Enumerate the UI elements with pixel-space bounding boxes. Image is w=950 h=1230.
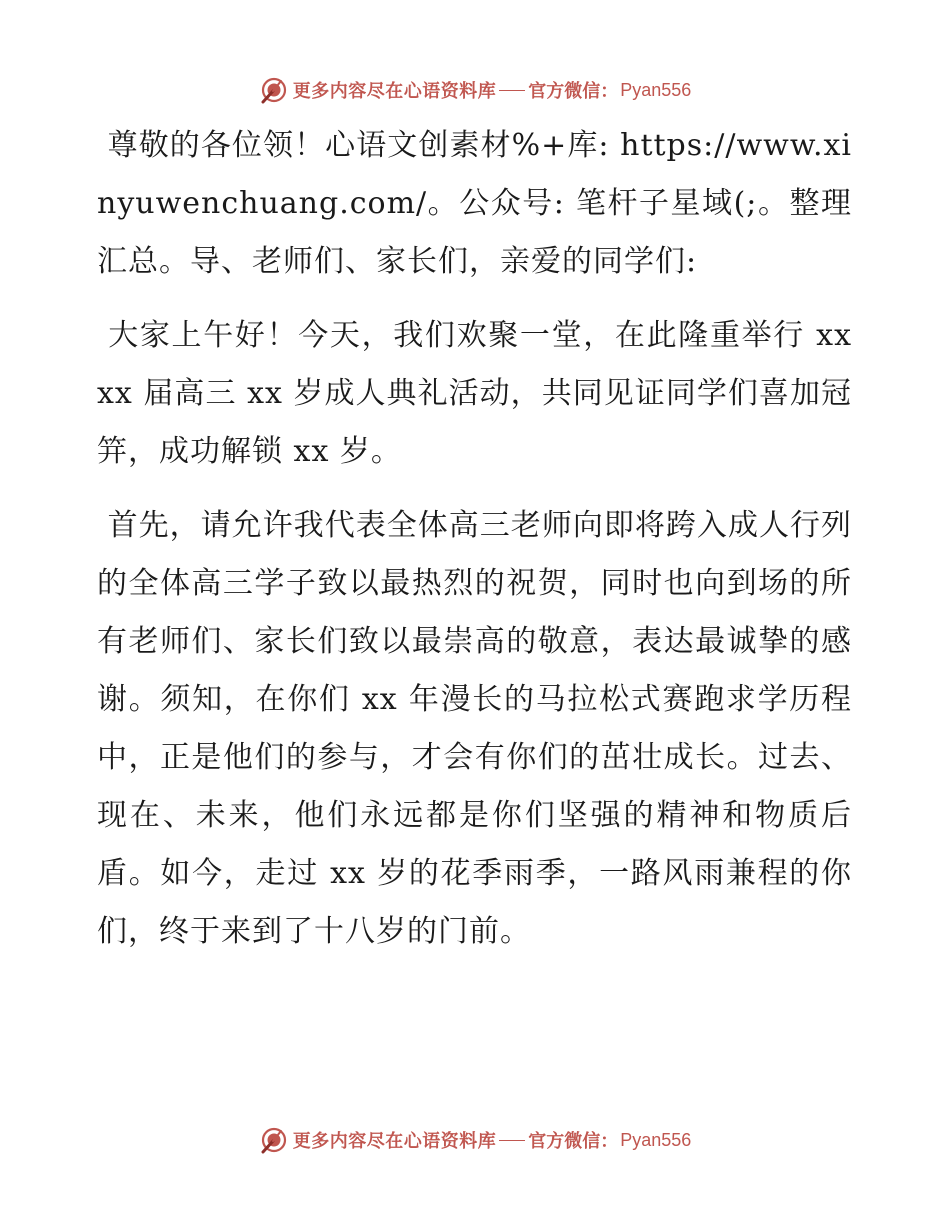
red-pen-circle-logo-icon <box>259 75 289 105</box>
footer-banner-text: 更多内容尽在心语资料库 <box>292 1131 497 1152</box>
red-pen-circle-logo-icon <box>259 1125 289 1155</box>
header-banner-text: 更多内容尽在心语资料库 <box>292 81 497 102</box>
footer-banner <box>0 1120 950 1160</box>
header-banner-dash <box>499 90 525 91</box>
document-body <box>97 117 852 961</box>
header-wechat-id: Pyan556 <box>620 79 692 100</box>
paragraph-greeting: 尊敬的各位领！心语文创素材%+库: https://www.xinyuwenchuang.com/。公众号: 笔杆子星域(;。整理汇总。导、老师们、家长们，亲爱的同学们: <box>97 128 852 279</box>
header-banner <box>0 70 950 110</box>
paragraph-opening: 大家上午好！今天，我们欢聚一堂，在此隆重举行 xxxx 届高三 xx 岁成人典礼活动，共同见证同学们喜加冠笄，成功解锁 xx 岁。 <box>97 318 853 469</box>
header-wechat-label: 官方微信： <box>528 81 619 102</box>
footer-wechat-id: Pyan556 <box>620 1129 692 1150</box>
paragraph-thanks: 首先，请允许我代表全体高三老师向即将跨入成人行列的全体高三学子致以最热烈的祝贺，同时也向到场的所有老师们、家长们致以最崇高的敬意，表达最诚挚的感谢。须知，在你们 xx 年漫长的马拉松式赛跑求学历程中，正是他们的参与，才会有你们的茁壮成长。过去、现在、未来，他们永远都是你们坚强的精神和物质后盾。如今，走过 xx 岁的花季雨季，一路风雨兼程的你们，终于来到了十八岁的门前。 <box>97 508 852 949</box>
footer-wechat-label: 官方微信： <box>528 1131 619 1152</box>
footer-banner-dash <box>499 1140 525 1141</box>
